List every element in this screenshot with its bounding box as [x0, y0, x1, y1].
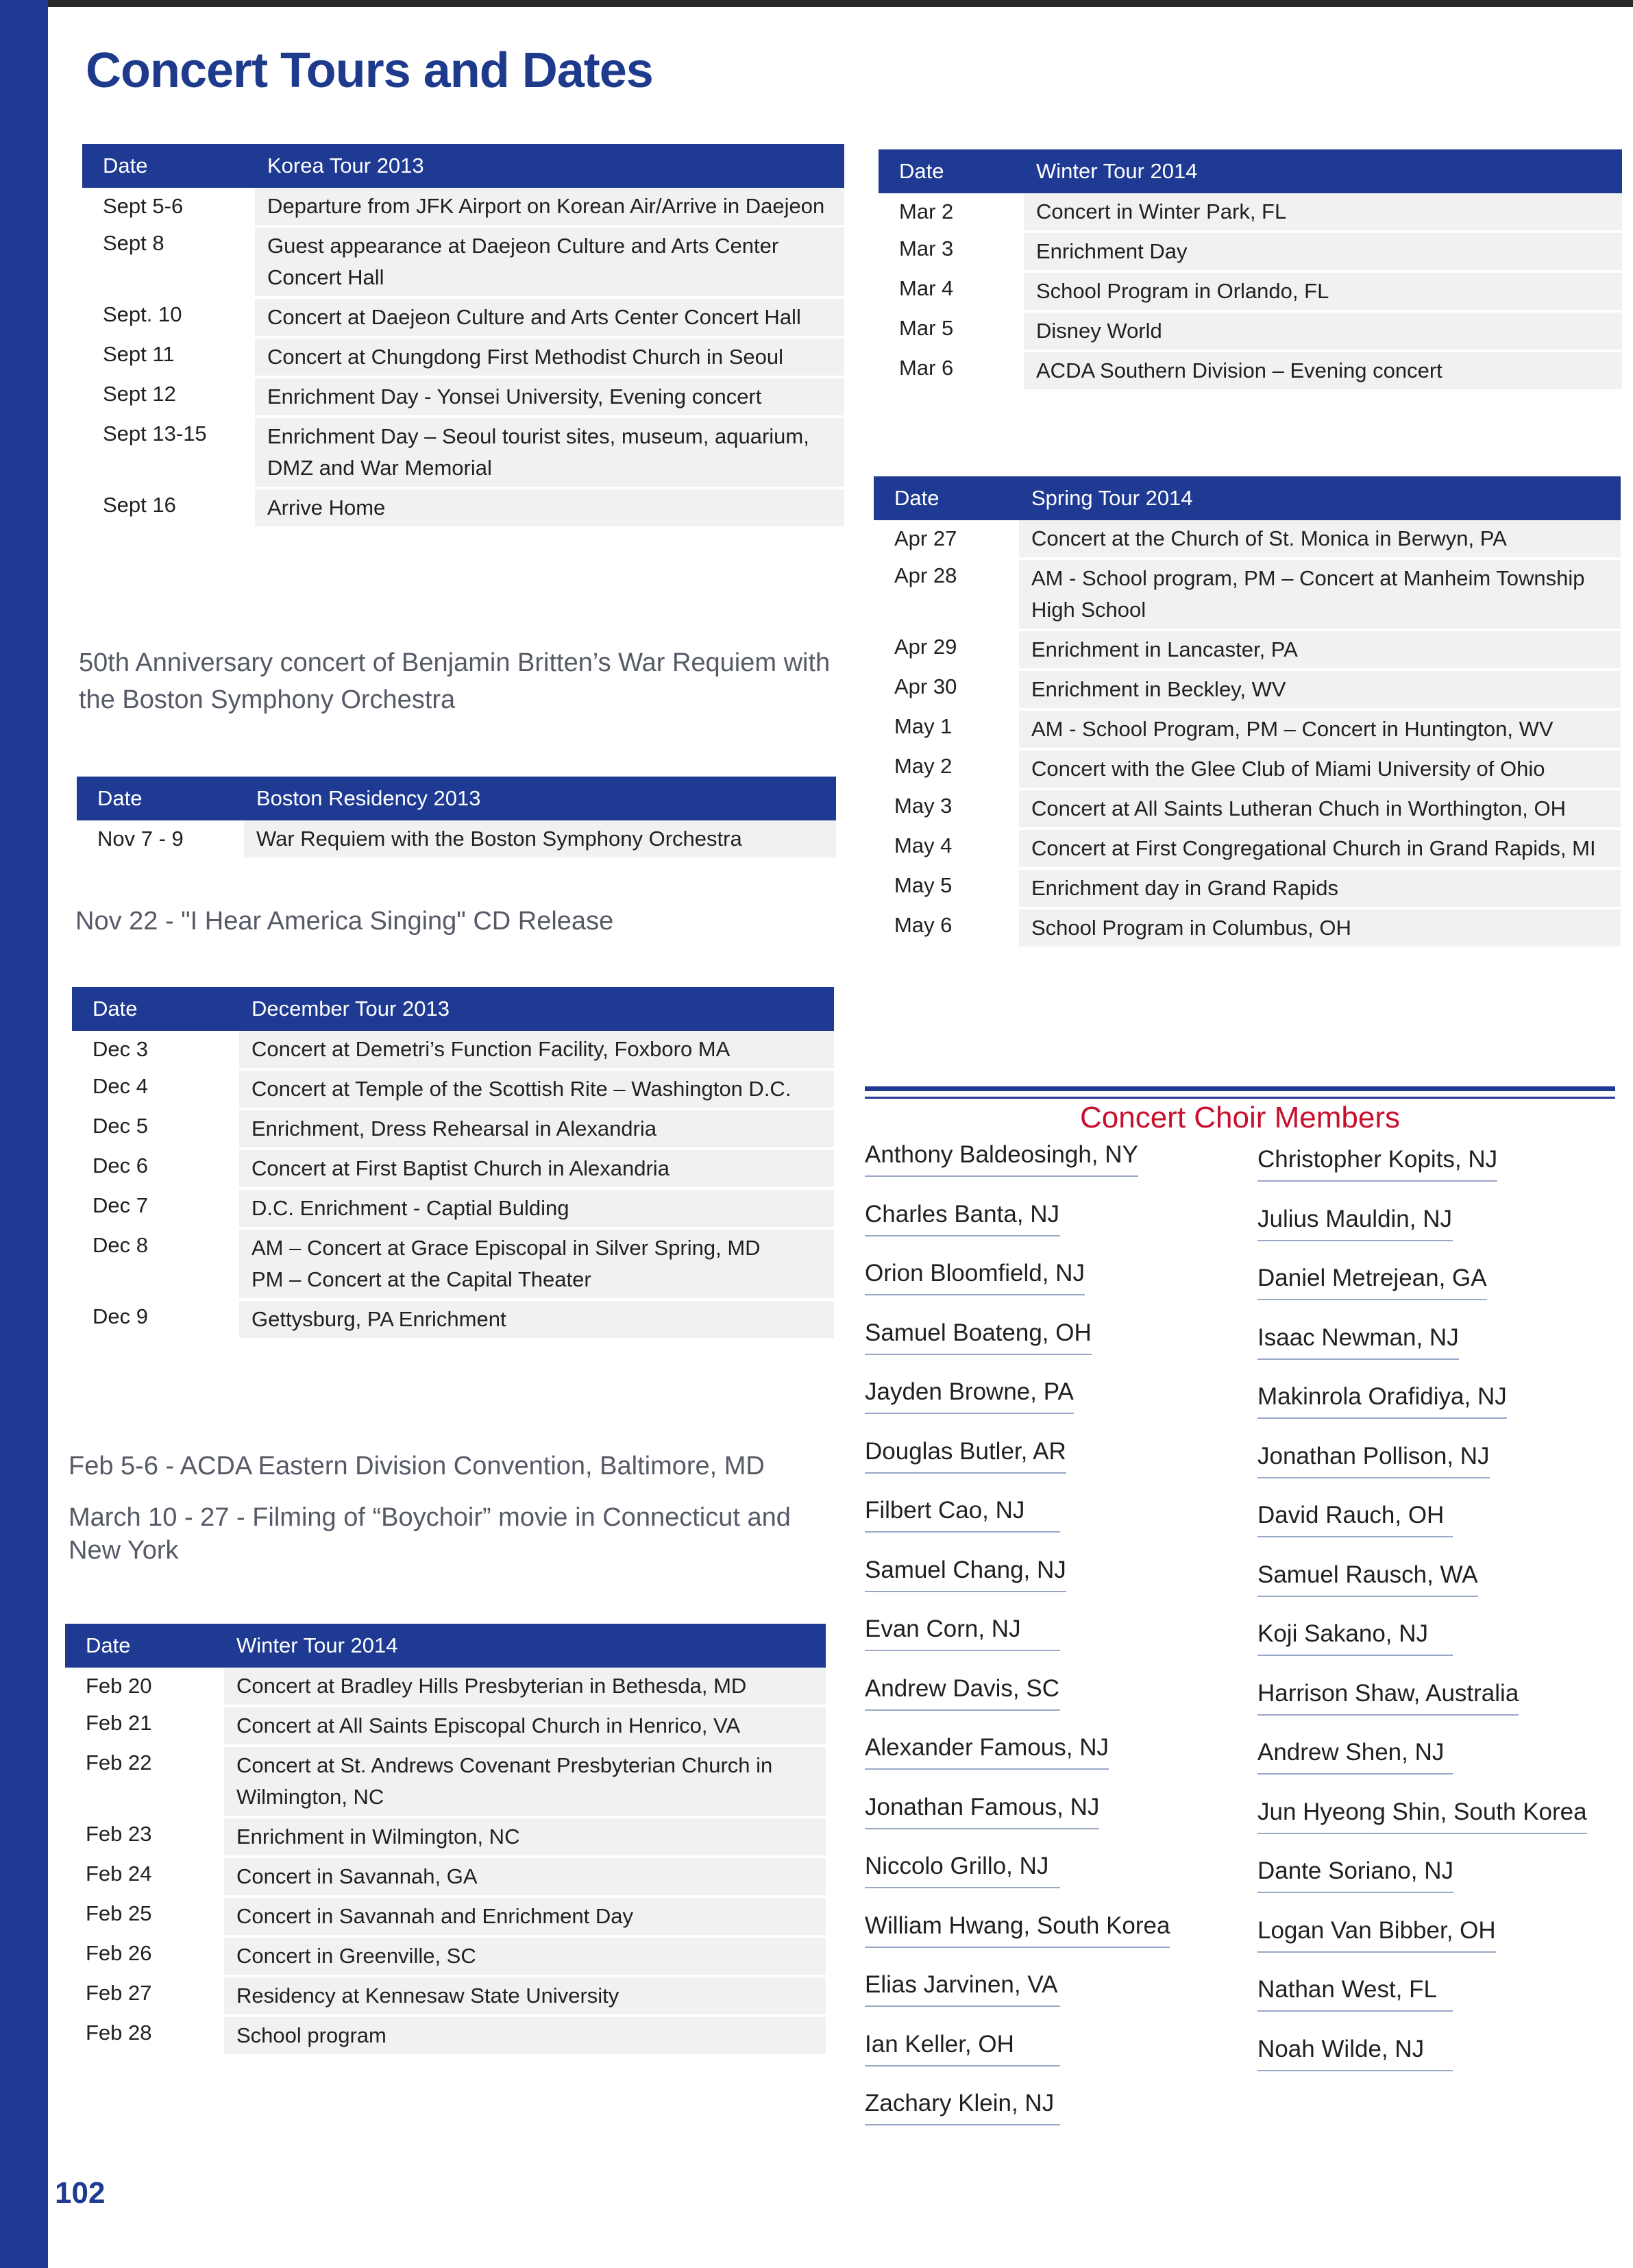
row-date: Feb 21 [86, 1711, 152, 1735]
korea-tour-table [82, 144, 844, 526]
row-event: Concert at First Congregational Church in Grand Rapids, MI [1019, 827, 1621, 867]
row-event: Enrichment, Dress Rehearsal in Alexandria [239, 1108, 834, 1147]
table-row [879, 270, 1622, 310]
table-row [874, 708, 1621, 748]
row-event: Concert at All Saints Episcopal Church in Henrico, VA [224, 1705, 826, 1744]
row-event: Concert with the Glee Club of Miami University of Ohio [1019, 748, 1621, 788]
row-date: Mar 5 [899, 316, 954, 340]
table-row [82, 188, 844, 225]
row-date: Dec 8 [93, 1233, 148, 1257]
table-row [65, 1744, 826, 1816]
choir-member-name: Jonathan Famous, NJ [865, 1794, 1099, 1829]
winter-tour-mar-table [879, 149, 1622, 389]
table-row [874, 629, 1621, 668]
choir-member-name: Douglas Butler, AR [865, 1438, 1066, 1474]
row-event: Concert at Bradley Hills Presbyterian in Bethesda, MD [224, 1668, 826, 1705]
row-date: Sept. 10 [103, 302, 182, 326]
row-event: D.C. Enrichment - Captial Bulding [239, 1187, 834, 1227]
row-event: AM - School program, PM – Concert at Manheim Township High School [1019, 557, 1621, 629]
row-date: Dec 6 [93, 1154, 148, 1178]
row-event: Concert at Demetri’s Function Facility, Foxboro MA [239, 1031, 834, 1068]
choir-member [1257, 1265, 1614, 1324]
table-header [82, 144, 844, 188]
date-column-header: Date [86, 1633, 131, 1657]
choir-member-name: Jonathan Pollison, NJ [1257, 1443, 1490, 1478]
page-number: 102 [55, 2176, 106, 2210]
choir-member [865, 2090, 1235, 2149]
row-event: War Requiem with the Boston Symphony Orchestra [244, 820, 836, 857]
choir-member-name: Daniel Metrejean, GA [1257, 1265, 1487, 1300]
table-row [874, 867, 1621, 907]
row-date: Feb 26 [86, 1941, 152, 1965]
december-tour-table [72, 987, 834, 1338]
choir-section-divider [865, 1086, 1615, 1099]
choir-member-name: Jayden Browne, PA [865, 1378, 1074, 1414]
acda-eastern-note: Feb 5-6 - ACDA Eastern Division Convention, Baltimore, MD [69, 1452, 765, 1480]
row-date: Sept 11 [103, 342, 175, 366]
choir-member [1257, 1502, 1614, 1561]
row-date: Feb 24 [86, 1862, 152, 1886]
table-header [874, 476, 1621, 520]
choir-member-name: Nathan West, FL [1257, 1976, 1453, 2012]
row-date: Mar 4 [899, 276, 954, 300]
row-date: Nov 7 - 9 [97, 827, 184, 851]
table-row [879, 193, 1622, 230]
table-row [77, 820, 836, 857]
table-row [72, 1227, 834, 1298]
choir-member-name: Harrison Shaw, Australia [1257, 1680, 1519, 1716]
choir-member [1257, 1680, 1614, 1740]
choir-member [865, 1497, 1235, 1557]
table-row [82, 487, 844, 526]
table-row [65, 1705, 826, 1744]
table-row [65, 1935, 826, 1975]
table-row [82, 336, 844, 376]
choir-member-name: Charles Banta, NJ [865, 1201, 1060, 1236]
table-row [879, 230, 1622, 270]
choir-member [865, 1853, 1235, 1912]
row-event: ACDA Southern Division – Evening concert [1024, 350, 1622, 389]
row-event: Concert at St. Andrews Covenant Presbyterian Church in Wilmington, NC [224, 1744, 826, 1816]
row-date: May 3 [894, 794, 953, 818]
row-date: Dec 7 [93, 1193, 148, 1217]
row-date: Feb 20 [86, 1674, 152, 1698]
table-row [874, 907, 1621, 947]
boychoir-filming-note: March 10 - 27 - Filming of “Boychoir” movie in Connecticut and New York [69, 1503, 791, 1565]
row-event: Concert at First Baptist Church in Alexandria [239, 1147, 834, 1187]
table-row [82, 225, 844, 296]
row-event: Enrichment Day – Seoul tourist sites, museum, aquarium, DMZ and War Memorial [255, 415, 844, 487]
table-row [65, 1668, 826, 1705]
choir-member-name: David Rauch, OH [1257, 1502, 1453, 1537]
date-column-header: Date [894, 486, 940, 510]
choir-member [1257, 1146, 1614, 1206]
row-date: Apr 30 [894, 674, 957, 698]
choir-member [865, 1319, 1235, 1379]
choir-member [1257, 2036, 1614, 2095]
table-row [879, 350, 1622, 389]
row-date: Sept 13-15 [103, 422, 207, 446]
choir-member-name: Andrew Davis, SC [865, 1675, 1060, 1711]
row-date: Sept 8 [103, 231, 164, 255]
date-column-header: Date [899, 159, 944, 183]
left-color-bar [0, 0, 48, 2268]
choir-members-column-2 [1257, 1146, 1614, 2095]
tour-column-header: Korea Tour 2013 [267, 154, 424, 178]
date-column-header: Date [97, 786, 143, 810]
tour-column-header: Winter Tour 2014 [1036, 159, 1198, 183]
row-date: Feb 27 [86, 1981, 152, 2005]
page-title: Concert Tours and Dates [86, 43, 653, 98]
table-header [77, 777, 836, 820]
row-date: Sept 16 [103, 493, 176, 517]
row-event: Concert at Daejeon Culture and Arts Center Concert Hall [255, 296, 844, 336]
row-event: School Program in Columbus, OH [1019, 907, 1621, 947]
row-date: Dec 9 [93, 1304, 148, 1328]
table-row [82, 376, 844, 415]
choir-member [865, 1675, 1235, 1735]
choir-member [865, 1557, 1235, 1616]
row-event: Concert in Greenville, SC [224, 1935, 826, 1975]
choir-member [1257, 1739, 1614, 1798]
choir-member-name: Isaac Newman, NJ [1257, 1324, 1459, 1360]
table-row [65, 1975, 826, 2014]
table-row [72, 1187, 834, 1227]
choir-member [865, 1971, 1235, 2031]
row-event: Concert in Savannah and Enrichment Day [224, 1895, 826, 1935]
choir-member [1257, 1857, 1614, 1917]
row-event: Concert at the Church of St. Monica in Berwyn, PA [1019, 520, 1621, 557]
row-event: Arrive Home [255, 487, 844, 526]
winter-tour-feb-table [65, 1624, 826, 2054]
choir-member [1257, 1206, 1614, 1265]
table-row [874, 668, 1621, 708]
table-row [65, 1816, 826, 1855]
row-event: Enrichment Day [1024, 230, 1622, 270]
row-event: Enrichment in Lancaster, PA [1019, 629, 1621, 668]
choir-member [865, 1141, 1235, 1201]
table-row [65, 2014, 826, 2054]
choir-member-name: Samuel Chang, NJ [865, 1557, 1066, 1592]
choir-member-name: Andrew Shen, NJ [1257, 1739, 1453, 1775]
choir-member-name: Niccolo Grillo, NJ [865, 1853, 1060, 1888]
row-date: Feb 22 [86, 1751, 152, 1775]
choir-members-title: Concert Choir Members [1079, 1101, 1401, 1134]
table-row [874, 788, 1621, 827]
choir-member [865, 1260, 1235, 1319]
choir-member [1257, 1620, 1614, 1680]
row-event: Enrichment in Wilmington, NC [224, 1816, 826, 1855]
tour-column-header: Winter Tour 2014 [236, 1633, 398, 1657]
choir-member-name: Christopher Kopits, NJ [1257, 1146, 1497, 1182]
table-row [82, 296, 844, 336]
choir-member-name: Orion Bloomfield, NJ [865, 1260, 1085, 1295]
row-date: Feb 28 [86, 2021, 152, 2045]
choir-member-name: William Hwang, South Korea [865, 1912, 1170, 1948]
row-event: Enrichment in Beckley, WV [1019, 668, 1621, 708]
choir-member [865, 1912, 1235, 1972]
choir-member [1257, 1324, 1614, 1384]
choir-member-name: Anthony Baldeosingh, NY [865, 1141, 1138, 1177]
choir-member [865, 2031, 1235, 2090]
row-date: May 1 [894, 714, 953, 738]
table-row [65, 1895, 826, 1935]
choir-member [865, 1201, 1235, 1260]
row-date: Feb 25 [86, 1901, 152, 1925]
row-event: Concert at Temple of the Scottish Rite – Washington D.C. [239, 1068, 834, 1108]
choir-member-name: Alexander Famous, NJ [865, 1734, 1109, 1770]
date-column-header: Date [103, 154, 148, 178]
row-event: AM – Concert at Grace Episcopal in Silver Spring, MD PM – Concert at the Capital Theater [239, 1227, 834, 1298]
choir-members-column-1 [865, 1141, 1235, 2149]
cd-release-note: Nov 22 - "I Hear America Singing" CD Release [75, 907, 614, 936]
row-date: May 4 [894, 833, 953, 857]
row-date: Apr 27 [894, 526, 957, 550]
table-row [72, 1298, 834, 1338]
choir-member [1257, 1976, 1614, 2036]
table-row [879, 310, 1622, 350]
row-date: Sept 5-6 [103, 194, 184, 218]
table-header [65, 1624, 826, 1668]
row-event: Concert in Savannah, GA [224, 1855, 826, 1895]
tour-column-header: Spring Tour 2014 [1031, 486, 1193, 510]
choir-member [1257, 1798, 1614, 1858]
table-row [874, 748, 1621, 788]
table-row [72, 1031, 834, 1068]
row-event: Enrichment day in Grand Rapids [1019, 867, 1621, 907]
war-requiem-note: 50th Anniversary concert of Benjamin Britten’s War Requiem with the Boston Symphony Orchestra [79, 648, 831, 714]
choir-member-name: Noah Wilde, NJ [1257, 2036, 1453, 2071]
choir-member-name: Samuel Boateng, OH [865, 1319, 1092, 1355]
row-event: Concert at All Saints Lutheran Chuch in Worthington, OH [1019, 788, 1621, 827]
row-date: Mar 3 [899, 236, 954, 260]
row-date: Mar 2 [899, 199, 954, 223]
table-row [72, 1068, 834, 1108]
table-row [72, 1147, 834, 1187]
choir-member-name: Koji Sakano, NJ [1257, 1620, 1453, 1656]
choir-member [1257, 1383, 1614, 1443]
row-event: Gettysburg, PA Enrichment [239, 1298, 834, 1338]
table-row [82, 415, 844, 487]
row-event: School Program in Orlando, FL [1024, 270, 1622, 310]
choir-member-name: Ian Keller, OH [865, 2031, 1060, 2066]
boston-residency-table [77, 777, 836, 857]
tour-column-header: Boston Residency 2013 [256, 786, 481, 810]
table-header [879, 149, 1622, 193]
row-date: Feb 23 [86, 1822, 152, 1846]
choir-member-name: Elias Jarvinen, VA [865, 1971, 1060, 2007]
choir-member-name: Makinrola Orafidiya, NJ [1257, 1383, 1507, 1419]
choir-member-name: Dante Soriano, NJ [1257, 1857, 1453, 1893]
row-date: May 5 [894, 873, 953, 897]
choir-member [1257, 1443, 1614, 1502]
table-row [65, 1855, 826, 1895]
table-row [874, 520, 1621, 557]
row-date: Dec 5 [93, 1114, 148, 1138]
row-event: Residency at Kennesaw State University [224, 1975, 826, 2014]
choir-member-name: Evan Corn, NJ [865, 1615, 1060, 1651]
row-date: Apr 28 [894, 563, 957, 587]
choir-member [1257, 1917, 1614, 1977]
row-date: Sept 12 [103, 382, 176, 406]
choir-member [865, 1438, 1235, 1498]
choir-member [865, 1615, 1235, 1675]
row-event: AM - School Program, PM – Concert in Huntington, WV [1019, 708, 1621, 748]
date-column-header: Date [93, 997, 138, 1021]
table-row [874, 827, 1621, 867]
table-row [72, 1108, 834, 1147]
choir-member-name: Zachary Klein, NJ [865, 2090, 1060, 2125]
row-event: School program [224, 2014, 826, 2054]
row-date: May 2 [894, 754, 953, 778]
top-border-line [48, 0, 1633, 7]
row-event: Concert at Chungdong First Methodist Church in Seoul [255, 336, 844, 376]
choir-member [865, 1794, 1235, 1853]
choir-member [1257, 1561, 1614, 1621]
spring-tour-table [874, 476, 1621, 947]
choir-member-name: Samuel Rausch, WA [1257, 1561, 1478, 1597]
row-date: Dec 4 [93, 1074, 148, 1098]
row-event: Guest appearance at Daejeon Culture and Arts Center Concert Hall [255, 225, 844, 296]
row-event: Concert in Winter Park, FL [1024, 193, 1622, 230]
choir-member-name: Logan Van Bibber, OH [1257, 1917, 1496, 1953]
table-header [72, 987, 834, 1031]
row-date: Dec 3 [93, 1037, 148, 1061]
row-event: Disney World [1024, 310, 1622, 350]
tour-column-header: December Tour 2013 [251, 997, 450, 1021]
choir-member [865, 1378, 1235, 1438]
row-event: Enrichment Day - Yonsei University, Evening concert [255, 376, 844, 415]
choir-member-name: Jun Hyeong Shin, South Korea [1257, 1798, 1587, 1834]
row-date: Apr 29 [894, 635, 957, 659]
table-row [874, 557, 1621, 629]
row-event: Departure from JFK Airport on Korean Air/Arrive in Daejeon [255, 188, 844, 225]
choir-member-name: Julius Mauldin, NJ [1257, 1206, 1453, 1241]
choir-member-name: Filbert Cao, NJ [865, 1497, 1060, 1533]
row-date: May 6 [894, 913, 953, 937]
choir-member [865, 1734, 1235, 1794]
row-date: Mar 6 [899, 356, 954, 380]
